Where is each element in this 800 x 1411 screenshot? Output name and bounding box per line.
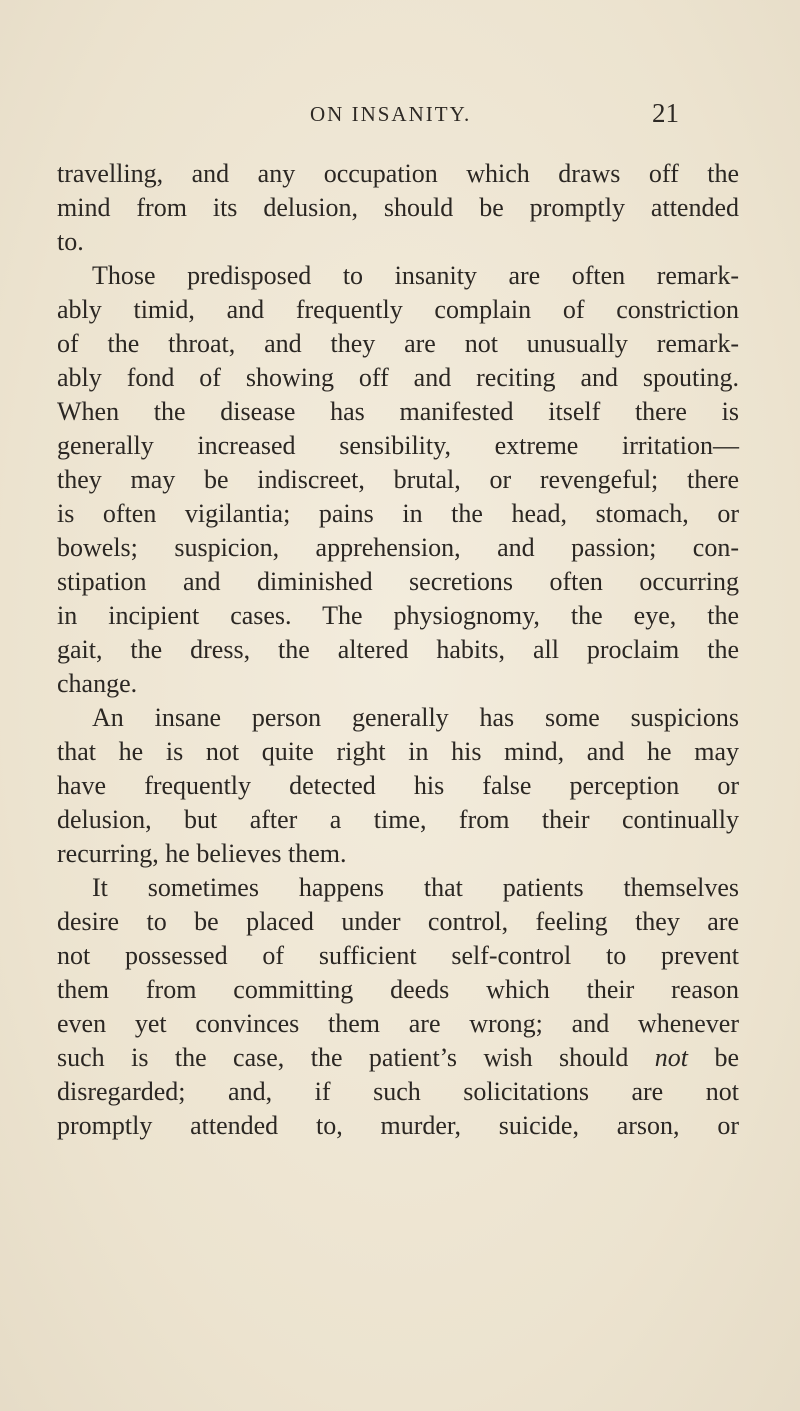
text-line: Those predisposed to insanity are often remark- <box>92 261 739 290</box>
text-line: ably timid, and frequently complain of constriction <box>57 295 739 324</box>
text-line: mind from its delusion, should be promptly attended <box>57 193 739 222</box>
text-line: gait, the dress, the altered habits, all proclaim the <box>57 635 739 664</box>
text-line: promptly attended to, murder, suicide, arson, or <box>57 1111 739 1140</box>
text-line: recurring, he believes them. <box>57 839 347 868</box>
text-line-end: be <box>714 1043 740 1072</box>
text-line: When the disease has manifested itself there is <box>57 397 739 426</box>
text-line: travelling, and any occupation which draws off the <box>57 159 739 188</box>
text-line: ably fond of showing off and reciting and spouting. <box>57 363 739 392</box>
text-line: of the throat, and they are not unusually remark- <box>57 329 739 358</box>
text-line: that he is not quite right in his mind, and he may <box>57 737 739 766</box>
page-number: 21 <box>652 98 679 128</box>
text-line: desire to be placed under control, feeling they are <box>57 907 739 936</box>
text-line: delusion, but after a time, from their continually <box>57 805 739 834</box>
text-line: is often vigilantia; pains in the head, stomach, or <box>57 499 739 528</box>
text-line: them from committing deeds which their reason <box>57 975 739 1004</box>
text-line: bowels; suspicion, apprehension, and passion; con- <box>57 533 739 562</box>
text-line: even yet convinces them are wrong; and whenever <box>57 1009 739 1038</box>
text-line: change. <box>57 669 138 698</box>
running-title: ON INSANITY. <box>310 102 472 126</box>
text-line: have frequently detected his false perception or <box>57 771 739 800</box>
text-line: to. <box>57 227 84 256</box>
text-line: It sometimes happens that patients themselves <box>92 873 739 902</box>
text-line: in incipient cases. The physiognomy, the eye, the <box>57 601 739 630</box>
italic-word: not <box>654 1043 689 1072</box>
text-line: disregarded; and, if such solicitations are not <box>57 1077 739 1106</box>
text-line: generally increased sensibility, extreme irritation— <box>57 431 739 460</box>
text-line-start: such is the case, the patient’s wish should <box>57 1043 629 1072</box>
text-line: An insane person generally has some suspicions <box>92 703 739 732</box>
running-head <box>0 96 800 136</box>
text-line: they may be indiscreet, brutal, or revengeful; there <box>57 465 739 494</box>
text-line-with-italic <box>57 1041 739 1075</box>
text-line: stipation and diminished secretions often occurring <box>57 567 739 596</box>
text-line: not possessed of sufficient self-control to prevent <box>57 941 739 970</box>
body-text <box>57 157 739 1143</box>
